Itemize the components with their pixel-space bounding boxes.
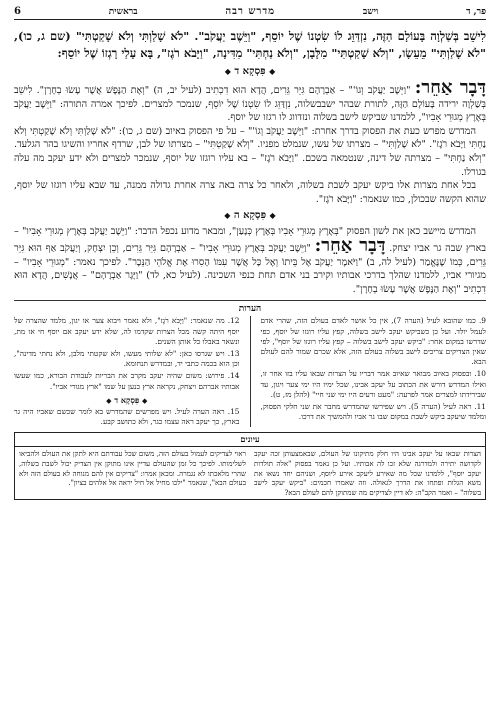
paragraph-text: "וַיֵּשֶׁב יַעֲקֹב וְגוֹ'" – אַבְרָהָם גִּיֵּר גֵּרִים, הֲדָא הוּא דִכְתִיב (לעיל יב, ה) "וְאֶת הַנֶּפֶשׁ אֲשֶׁר עָשׂוּ בְחָרָן". לִישֵׁב בְּשַׁלְוָה ירידה בָּעוֹלָם הַזֶּה, לתורת שבהר ישבבשלוה, נִזְדַּוֵּג לוֹ שִׂטְנוֹ שֶׁל יוֹסֵף, שנמכר למצרים. לפיכך אמרה התורה: "וַיֵּשֶׁב יַעֲקֹב בְּאֶרֶץ מְגוּרֵי אָבִיו", ללמדנו שביקש לישב בשלוה ונזדווג לו רגזו של יוסף. bbox=[14, 85, 486, 124]
note: 10. ובפסוק באיוב מבואר שאיוב אמר דבריו על הצרות שבאו עליו בזו אחר זו, ואילו המדרש דורש את הכתוב על יעקב אבינו, שכל ימיו היו ימי צער ויגון, עד שבירידתו למצרים אמר לפרעה: "מעט ורעים היו ימי שני חיי" (להלן מז, ט). bbox=[260, 369, 486, 399]
diamond-icon: ◆ bbox=[224, 210, 231, 221]
commentary-title: הערות bbox=[14, 300, 486, 314]
note: 15. ראה הערה לעיל. ויש מפרשים שהמדרש בא לומר שכשם שאביו היה גר בארץ, כך יעקב ראה עצמו כגר, ולא כתושב קבע. bbox=[14, 406, 240, 427]
note: 11. ראה לעיל (הערה 5). ויש שפירשו שהמדרש מחבר את שני חלקי הפסוק, ומלמד שיעקב ביקש לשבת במקום שבו גר אביו ולהמשיך את דרכו. bbox=[260, 401, 486, 422]
commentary-subheading-label: פִּסְקָא ד bbox=[114, 394, 140, 405]
book-title: מדרש רבה bbox=[225, 6, 276, 17]
insights-columns bbox=[15, 447, 485, 499]
insights-title: עיונים bbox=[15, 433, 485, 447]
paragraph: המדרש מפרש כעת את הפסוק בדרך אחרת: "וַיֵּשֶׁב יַעֲקֹב וְגוֹ'" – על פי הפסוק באיוב (שם ג, כו): "לֹא שָׁלַוְתִּי וְלֹא שָׁקַטְתִּי וְלֹא נַחְתִּי וַיָּבֹא רֹגֶז". "לֹא שָׁלַוְתִּי" – מצרתו של עשו, שנמלט מפניו. "וְלֹא שָׁקַטְתִּי" – מצרתו של לבן, שרדף אחריו והשיגו בהר הגלעד. "וְלֹא נַחְתִּי" – מצרתה של דינה, שנטמאה בשכם. "וַיָּבֹא רֹגֶז" – בא עליו רוגזו של יוסף, שנמכר למצרים ולא ידע יעקב מה עלה בגורלו. bbox=[14, 125, 486, 178]
section-heading bbox=[14, 66, 486, 77]
verse-header: לִישֵׁב בְּשַׁלְוָה בָּעוֹלָם הַזֶּה, נִזְדַּוֵּג לוֹ שִׂטְנוֹ שֶׁל יוֹסֵף, "וַיֵּשֶׁב יַעֲקֹב". "לֹא שָׁלַוְתִּי וְלֹא שָׁקַטְתִּי" (שם ג, כו), "לֹא שָׁלַוְתִּי" מֵעֵשָׂו, "וְלֹא שָׁקַטְתִּי" מִלָּבָן, "וְלֹא נַחְתִּי" מִדִּינָה, "וַיָּבֹא רֹגֶז", בָּא עָלַי רָגְזוֹ שֶׁל יוֹסֵף: bbox=[14, 29, 486, 60]
book-name: בראשית bbox=[108, 7, 138, 17]
insights-box bbox=[14, 432, 486, 500]
note: 14. פירוש: משום שהיה יעקב מקרב את הבריות לעבודת הבורא, כמו שעשו אבותיו אברהם ויצחק, נקראה ארץ כנען על שמו "ארץ מגורי אביו". bbox=[14, 371, 240, 391]
insights-column-right: הצרות שבאו על יעקב אבינו היו חלק מתיקונו של העולם, שבאמצעותן זכה יעקב לקדושה יתירה ולמדרגה שלא זכו לה אבותיו. ועל כן נאמר בפסוק "אלה תולדות יעקב יוסף", ללמדנו שכל מה שאירע ליעקב אירע ליוסף, ושניהם יחד נשאו את משא הגלות ופתחו את הדרך לגאולה. וזה שאמרו חכמים: "ביקש יעקב לישב בשלוה" – ואמר הקב"ה: לא דיין לצדיקים מה שמתוקן להם לעולם הבא? bbox=[254, 449, 481, 497]
chapter-label: פר, ד bbox=[466, 7, 486, 17]
column-divider bbox=[250, 316, 251, 427]
section-heading-label: פִּסְקָא ה bbox=[233, 210, 267, 222]
commentary-columns bbox=[14, 316, 486, 427]
diamond-icon: ◆ bbox=[106, 395, 112, 405]
diamond-icon: ◆ bbox=[142, 395, 148, 405]
section-heading bbox=[14, 210, 486, 221]
commentary-column-left bbox=[14, 316, 240, 427]
main-text-2 bbox=[14, 225, 486, 296]
section-heading-label: פִּסְקָא ד bbox=[234, 66, 266, 77]
paragraph-text: "וַיֵּשֶׁב יַעֲקֹב בְּאֶרֶץ מְגוּרֵי אָבִיו" – אַבְרָהָם גִּיֵּר גֵּרִים, וְכֵן יִצְחָק, וְיַעֲקֹב אַף הוּא גִּיֵּר גֵּרִים, כְּמוֹ שֶׁנֶּאֱמַר (לעיל לה, ב) "וַיֹּאמֶר יַעֲקֹב אֶל בֵּיתוֹ וְאֶל כָּל אֲשֶׁר עִמּוֹ הָסִרוּ אֶת אֱלֹהֵי הַנֵּכָר". לפיכך נאמר: "מְגוּרֵי אָבִיו" – מגיורי אביו, ללמדנו שהלך בדרכי אבותיו וקירב בני אדם תחת כנפי השכינה. (לעיל כא, לד) "וַיָּגָר אַבְרָהָם" – אֲנָשִׁים, הֲדָא הוּא דִכְתִיב "וְאֶת הַנֶּפֶשׁ אֲשֶׁר עָשׂוּ בְחָרָן". bbox=[14, 242, 486, 295]
commentary-subheading bbox=[14, 395, 240, 406]
note: 13. ויש שגרסו כאן: "לא שלותי מעשו, ולא שקטתי מלבן, ולא נחתי מדינה", וכן הוא בכמה כתבי יד, ובמדרש תנחומא. bbox=[14, 348, 240, 369]
parasha-label: וישב bbox=[362, 7, 379, 17]
running-head bbox=[14, 6, 486, 20]
note: 9. כמו שהובא לעיל (הערה 7), אין כל אושר לאדם בעולם הזה, שהרי אדם לעמל יולד. ועל כן כשביקש יעקב לישב בשלוה, קפץ עליו רוגזו של יוסף, כפי שדרשו במקום אחר: "ביקש יעקב לישב בשלוה – קפץ עליו רוגזו של יוסף", לפי שאין הצדיקים צריכים לישב בשלוה בעולם הזה, אלא שכרם שמור להם לעולם הבא. bbox=[260, 316, 486, 367]
commentary-column-right bbox=[261, 316, 487, 427]
paragraph-text: המדרש מיישב כאן את לשון הפסוק "בְּאֶרֶץ מְגוּרֵי אָבִיו בְּאֶרֶץ כְּנָעַן", ומבאר מדוע נכפל הדבר: "וַיֵּשֶׁב יַעֲקֹב בְּאֶרֶץ מְגוּרֵי אָבִיו" – בארץ שבה גר אביו יצחק. bbox=[14, 226, 486, 254]
diamond-icon: ◆ bbox=[224, 66, 231, 76]
note: 12. מה שנאמר: "וַיָּבֹא רֹגֶז", ולא נאמר ויבוא צער או יגון, מלמד שהצרה של יוסף היתה קשה מכל הצרות שקדמו לה, שלא ידע יעקב אם יוסף חי או מת, ונשאר באבלו כל אותן השנים. bbox=[14, 316, 240, 346]
page-number: 6 bbox=[14, 6, 21, 17]
diamond-icon: ◆ bbox=[269, 66, 276, 76]
insights-column-left: ראוי לצדיקים לעמול בעולם הזה, משום שכל עבודתם היא לתקן את העולם ולהביאו לשלימותו. לפיכך כל זמן שהעולם עדיין אינו מתוקן אין הצדיק יכול לשבת בשלוה, שהרי מלאכתו לא נגמרה. ומכאן אמרו: "צדיקים אין להם מנוחה לא בעולם הזה ולא בעולם הבא", שנאמר "ילכו מחיל אל חיל יראה אל אלהים בציון". bbox=[19, 449, 246, 488]
drop-word: דָּבָר אַחֵר: bbox=[414, 77, 486, 98]
paragraph bbox=[14, 77, 486, 125]
paragraph bbox=[14, 225, 486, 296]
main-text bbox=[14, 77, 486, 206]
diamond-icon: ◆ bbox=[269, 210, 276, 221]
drop-word: דָּבָר אַחֵר: bbox=[314, 234, 386, 256]
paragraph: בכל אחת מצרות אלו ביקש יעקב לשבת בשלוה, ולאחר כל צרה באה צרה אחרת גדולה ממנה, עד שבא עליו רוגזו של יוסף, שהוא הקשה שבכולן, כמו שנאמר: "וַיָּבֹא רֹגֶז". bbox=[14, 180, 486, 205]
